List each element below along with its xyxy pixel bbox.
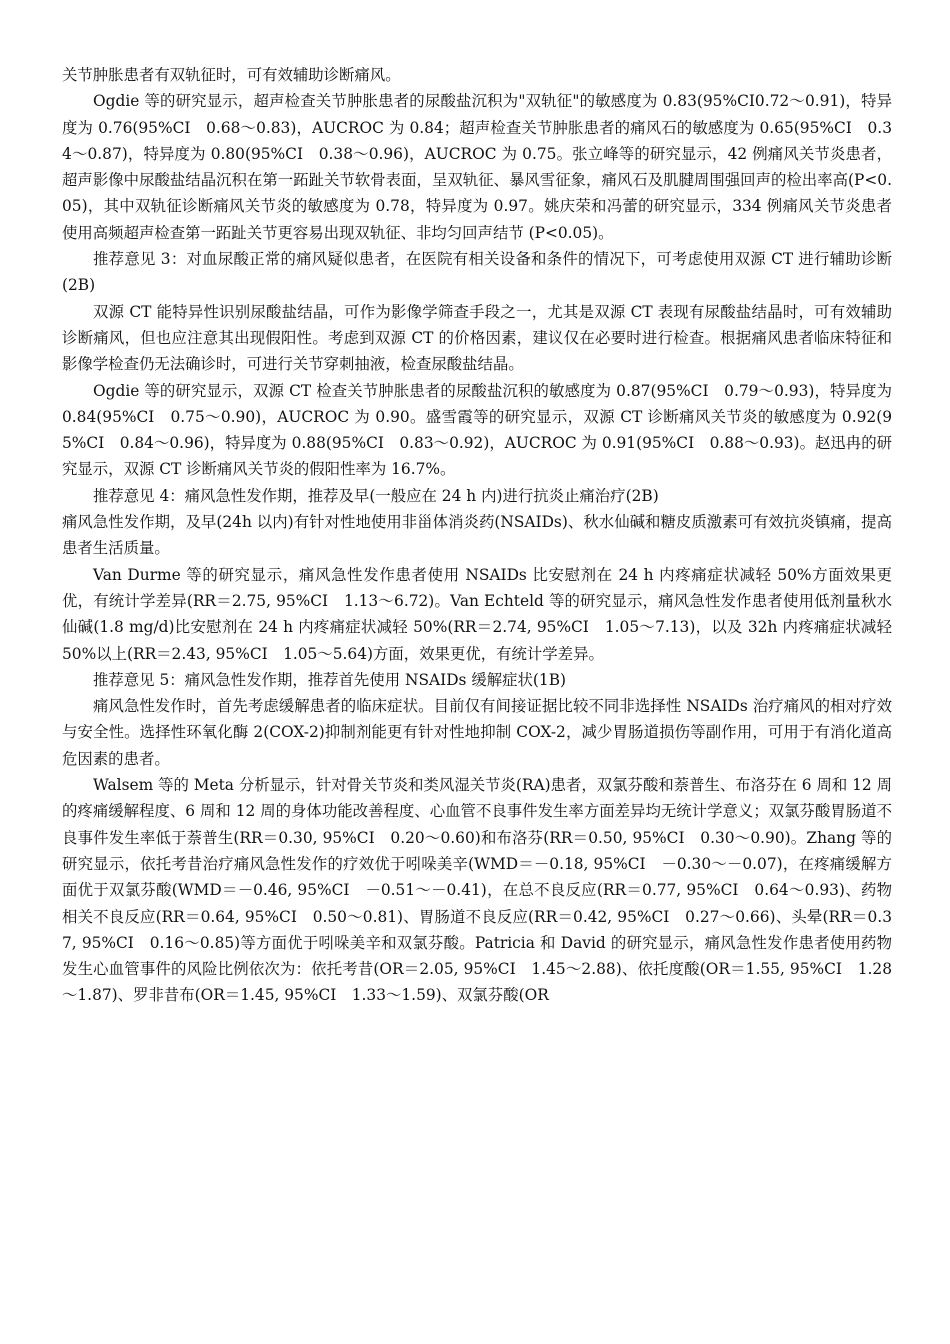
recommendation-4: 推荐意见 4：痛风急性发作期，推荐及早(一般应在 24 h 内)进行抗炎止痛治疗(2B) — [93, 486, 659, 505]
paragraph-nsaids-colchicine-evidence: Van Durme 等的研究显示，痛风急性发作患者使用 NSAIDs 比安慰剂在 24 h 内疼痛症状减轻 50%方面效果更优，有统计学差异(RR＝2.75, 95%CI 1.13～6.72)。Van Echteld 等的研究显示，痛风急性发作患者使用低剂量秋水仙碱(1.8 mg/d)比安慰剂在 24 h 内疼痛症状减轻 50%(RR＝2.74, 95%CI 1.05～7.13)，以及 32h 内疼痛症状减轻 50%以上(RR＝2.43, 95%CI 1.05～5.64)方面，效果更优，有统计学差异。 — [62, 565, 892, 663]
recommendation-5: 推荐意见 5：痛风急性发作期，推荐首先使用 NSAIDs 缓解症状(1B) — [93, 670, 567, 689]
recommendation-3: 推荐意见 3：对血尿酸正常的痛风疑似患者，在医院有相关设备和条件的情况下，可考虑使用双源 CT 进行辅助诊断(2B) — [62, 250, 892, 295]
paragraph-ultrasound-evidence: Ogdie 等的研究显示，超声检查关节肿胀患者的尿酸盐沉积为"双轨征"的敏感度为 0.83(95%CI0.72～0.91)，特异度为 0.76(95%CI 0.68～0.83)，AUCROC 为 0.84；超声检查关节肿胀患者的痛风石的敏感度为 0.65(95%CI 0.34～0.87)，特异度为 0.80(95%CI 0.38～0.96)，AUCROC 为 0.75。张立峰等的研究显示，42 例痛风关节炎患者，超声影像中尿酸盐结晶沉积在第一跖趾关节软骨表面，呈双轨征、暴风雪征象，痛风石及肌腱周围强回声的检出率高(P<0.05)，其中双轨征诊断痛风关节炎的敏感度为 0.78，特异度为 0.97。姚庆荣和冯蕾的研究显示，334 例痛风关节炎患者使用高频超声检查第一跖趾关节更容易出现双轨征、非均匀回声结节 (P<0.05)。 — [62, 92, 892, 242]
paragraph-dual-source-ct: 双源 CT 能特异性识别尿酸盐结晶，可作为影像学筛查手段之一，尤其是双源 CT 表现有尿酸盐结晶时，可有效辅助诊断痛风，但也应注意其出现假阳性。考虑到双源 CT 的价格因素，建议仅在必要时进行检查。根据痛风患者临床特征和影像学检查仍无法确诊时，可进行关节穿刺抽液，检查尿酸盐结晶。 — [62, 302, 892, 374]
document-page — [62, 62, 892, 1009]
paragraph-meta-analysis: Walsem 等的 Meta 分析显示，针对骨关节炎和类风湿关节炎(RA)患者，双氯芬酸和萘普生、布洛芬在 6 周和 12 周的疼痛缓解程度、6 周和 12 周的身体功能改善程度、心血管不良事件发生率方面差异均无统计学意义；双氯芬酸胃肠道不良事件发生率低于萘普生(RR＝0.30, 95%CI 0.20～0.60)和布洛芬(RR＝0.50, 95%CI 0.30～0.90)。Zhang 等的研究显示，依托考昔治疗痛风急性发作的疗效优于吲哚美辛(WMD＝－0.18, 95%CI －0.30～－0.07)，在疼痛缓解方面优于双氯芬酸(WMD＝－0.46, 95%CI －0.51～－0.41)，在总不良反应(RR＝0.77, 95%CI 0.64～0.93)、药物相关不良反应(RR＝0.64, 95%CI 0.50～0.81)、胃肠道不良反应(RR＝0.42, 95%CI 0.27～0.66)、头晕(RR＝0.37, 95%CI 0.16～0.85)等方面优于吲哚美辛和双氯芬酸。Patricia 和 David 的研究显示，痛风急性发作患者使用药物发生心血管事件的风险比例依次为：依托考昔(OR＝2.05, 95%CI 1.45～2.88)、依托度酸(OR＝1.55, 95%CI 1.28～1.87)、罗非昔布(OR＝1.45, 95%CI 1.33～1.59)、双氯芬酸(OR — [62, 776, 892, 1005]
paragraph-ct-evidence: Ogdie 等的研究显示，双源 CT 检查关节肿胀患者的尿酸盐沉积的敏感度为 0.87(95%CI 0.79～0.93)，特异度为 0.84(95%CI 0.75～0.90)，AUCROC 为 0.90。盛雪霞等的研究显示，双源 CT 诊断痛风关节炎的敏感度为 0.92(95%CI 0.84～0.96)，特异度为 0.88(95%CI 0.83～0.92)，AUCROC 为 0.91(95%CI 0.88～0.93)。赵迅冉的研究显示，双源 CT 诊断痛风关节炎的假阳性率为 16.7%。 — [62, 381, 892, 479]
paragraph-continuation: 关节肿胀患者有双轨征时，可有效辅助诊断痛风。 — [62, 66, 401, 84]
paragraph-nsaids-first: 痛风急性发作时，首先考虑缓解患者的临床症状。目前仅有间接证据比较不同非选择性 NSAIDs 治疗痛风的相对疗效与安全性。选择性环氧化酶 2(COX-2)抑制剂能更有针对性地抑制 COX-2，减少胃肠道损伤等副作用，可用于有消化道高危因素的患者。 — [62, 697, 892, 768]
paragraph-acute-treatment: 痛风急性发作期，及早(24h 以内)有针对性地使用非甾体消炎药(NSAIDs)、秋水仙碱和糖皮质激素可有效抗炎镇痛，提高患者生活质量。 — [62, 513, 892, 558]
